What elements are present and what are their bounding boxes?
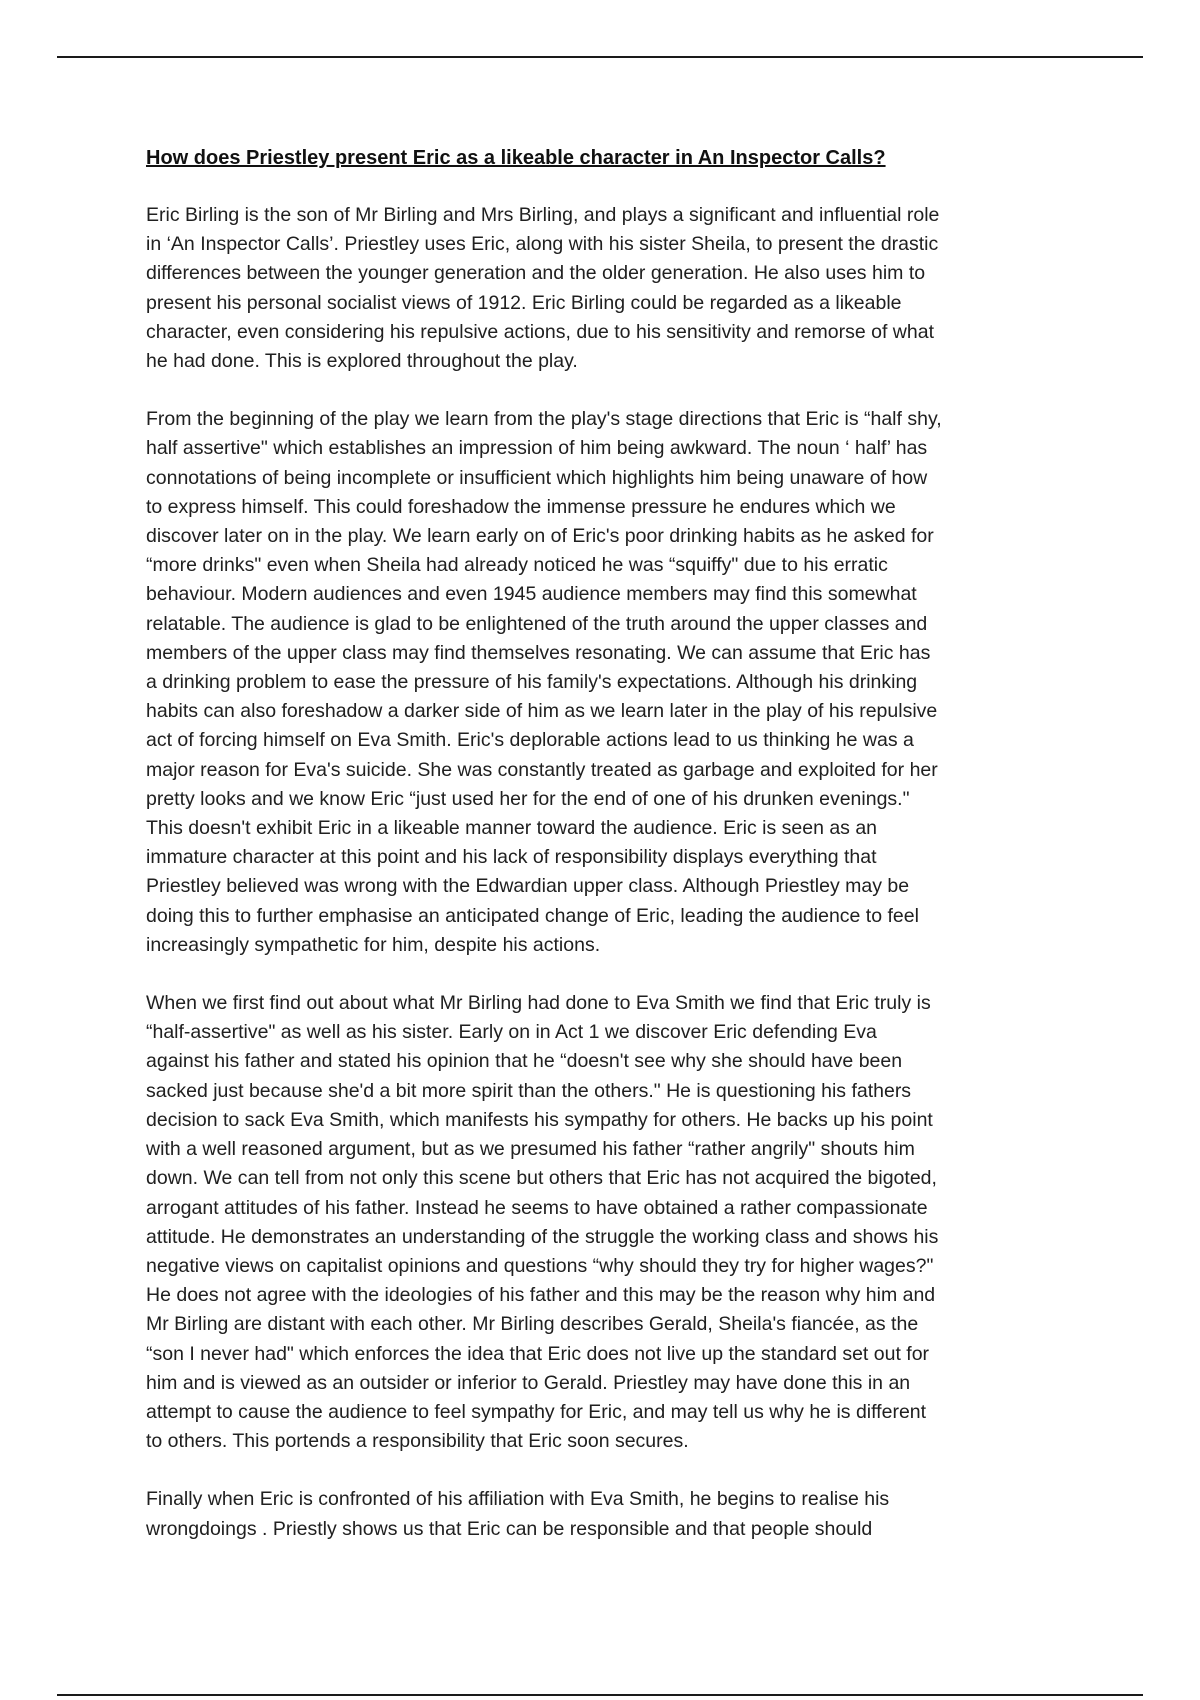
text-line: in ‘An Inspector Calls’. Priestley uses Eric, along with his sister Sheila, to present the drastic (146, 233, 939, 256)
text-line: members of the upper class may find themselves resonating. We can assume that Eric has (146, 641, 931, 664)
text-line: to others. This portends a responsibility that Eric soon secures. (146, 1430, 689, 1453)
text-line: connotations of being incomplete or insufficient which highlights him being unaware of how (146, 466, 928, 489)
text-line: He does not agree with the ideologies of his father and this may be the reason why him and (146, 1284, 936, 1307)
text-line: major reason for Eva's suicide. She was constantly treated as garbage and exploited for her (146, 758, 938, 781)
paragraphs (146, 201, 1066, 1544)
text-line: present his personal socialist views of 1912. Eric Birling could be regarded as a likeable (146, 291, 902, 314)
text-line: negative views on capitalist opinions and questions “why should they try for higher wages?" (146, 1254, 934, 1277)
text-line: immature character at this point and his lack of responsibility displays everything that (146, 846, 877, 869)
text-line: When we first find out about what Mr Birling had done to Eva Smith we find that Eric truly is (146, 992, 931, 1015)
text-line: pretty looks and we know Eric “just used her for the end of one of his drunken evenings." (146, 787, 910, 810)
bottom-divider (57, 1694, 1143, 1696)
text-line: wrongdoings . Priestly shows us that Eric can be responsible and that people should (146, 1517, 873, 1540)
paragraph-1 (146, 201, 1066, 376)
text-line: increasingly sympathetic for him, despite his actions. (146, 933, 601, 956)
text-line: against his father and stated his opinion that he “doesn't see why she should have been (146, 1050, 903, 1073)
text-line: a drinking problem to ease the pressure of his family's expectations. Although his drinking (146, 671, 918, 694)
text-line: Mr Birling are distant with each other. Mr Birling describes Gerald, Sheila's fiancée, as the (146, 1313, 919, 1336)
text-line: arrogant attitudes of his father. Instead he seems to have obtained a rather compassionate (146, 1196, 928, 1219)
top-divider (57, 56, 1143, 58)
text-line: habits can also foreshadow a darker side of him as we learn later in the play of his repulsive (146, 700, 938, 723)
paragraph-2 (146, 405, 1066, 960)
text-line: Finally when Eric is confronted of his affiliation with Eva Smith, he begins to realise his (146, 1488, 890, 1511)
text-line: character, even considering his repulsive actions, due to his sensitivity and remorse of what (146, 320, 934, 343)
text-line: attitude. He demonstrates an understanding of the struggle the working class and shows his (146, 1225, 939, 1248)
text-line: “son I never had" which enforces the idea that Eric does not live up the standard set out for (146, 1342, 930, 1365)
text-line: attempt to cause the audience to feel sympathy for Eric, and may tell us why he is different (146, 1400, 927, 1423)
text-line: From the beginning of the play we learn from the play's stage directions that Eric is “half shy, (146, 408, 942, 431)
text-line: him and is viewed as an outsider or inferior to Gerald. Priestley may have done this in an (146, 1371, 911, 1394)
text-line: “half-assertive" as well as his sister. Early on in Act 1 we discover Eric defending Eva (146, 1021, 877, 1044)
text-line: relatable. The audience is glad to be enlightened of the truth around the upper classes and (146, 612, 928, 635)
text-line: to express himself. This could foreshadow the immense pressure he endures which we (146, 495, 896, 518)
text-line: he had done. This is explored throughout the play. (146, 350, 578, 373)
text-line: differences between the younger generation and the older generation. He also uses him to (146, 262, 926, 285)
text-line: This doesn't exhibit Eric in a likeable manner toward the audience. Eric is seen as an (146, 817, 878, 840)
essay-title: How does Priestley present Eric as a likeable character in An Inspector Calls? (146, 147, 886, 169)
document-body (146, 144, 1066, 1573)
text-line: Eric Birling is the son of Mr Birling and Mrs Birling, and plays a significant and influential role (146, 204, 940, 226)
paragraph-3 (146, 989, 1066, 1456)
text-line: half assertive" which establishes an impression of him being awkward. The noun ‘ half’ has (146, 437, 928, 460)
text-line: decision to sack Eva Smith, which manifests his sympathy for others. He backs up his point (146, 1108, 933, 1131)
paragraph-4 (146, 1485, 1066, 1543)
text-line: down. We can tell from not only this scene but others that Eric has not acquired the bigoted, (146, 1167, 937, 1190)
text-line: with a well reasoned argument, but as we presumed his father “rather angrily" shouts him (146, 1138, 915, 1161)
text-line: Priestley believed was wrong with the Edwardian upper class. Although Priestley may be (146, 875, 910, 898)
text-line: sacked just because she'd a bit more spirit than the others." He is questioning his fathers (146, 1079, 912, 1102)
text-line: act of forcing himself on Eva Smith. Eric's deplorable actions lead to us thinking he was a (146, 729, 914, 752)
text-line: discover later on in the play. We learn early on of Eric's poor drinking habits as he asked for (146, 525, 934, 548)
text-line: doing this to further emphasise an anticipated change of Eric, leading the audience to feel (146, 904, 919, 927)
text-line: behaviour. Modern audiences and even 1945 audience members may find this somewhat (146, 583, 917, 606)
text-line: “more drinks" even when Sheila had already noticed he was “squiffy" due to his erratic (146, 554, 888, 577)
